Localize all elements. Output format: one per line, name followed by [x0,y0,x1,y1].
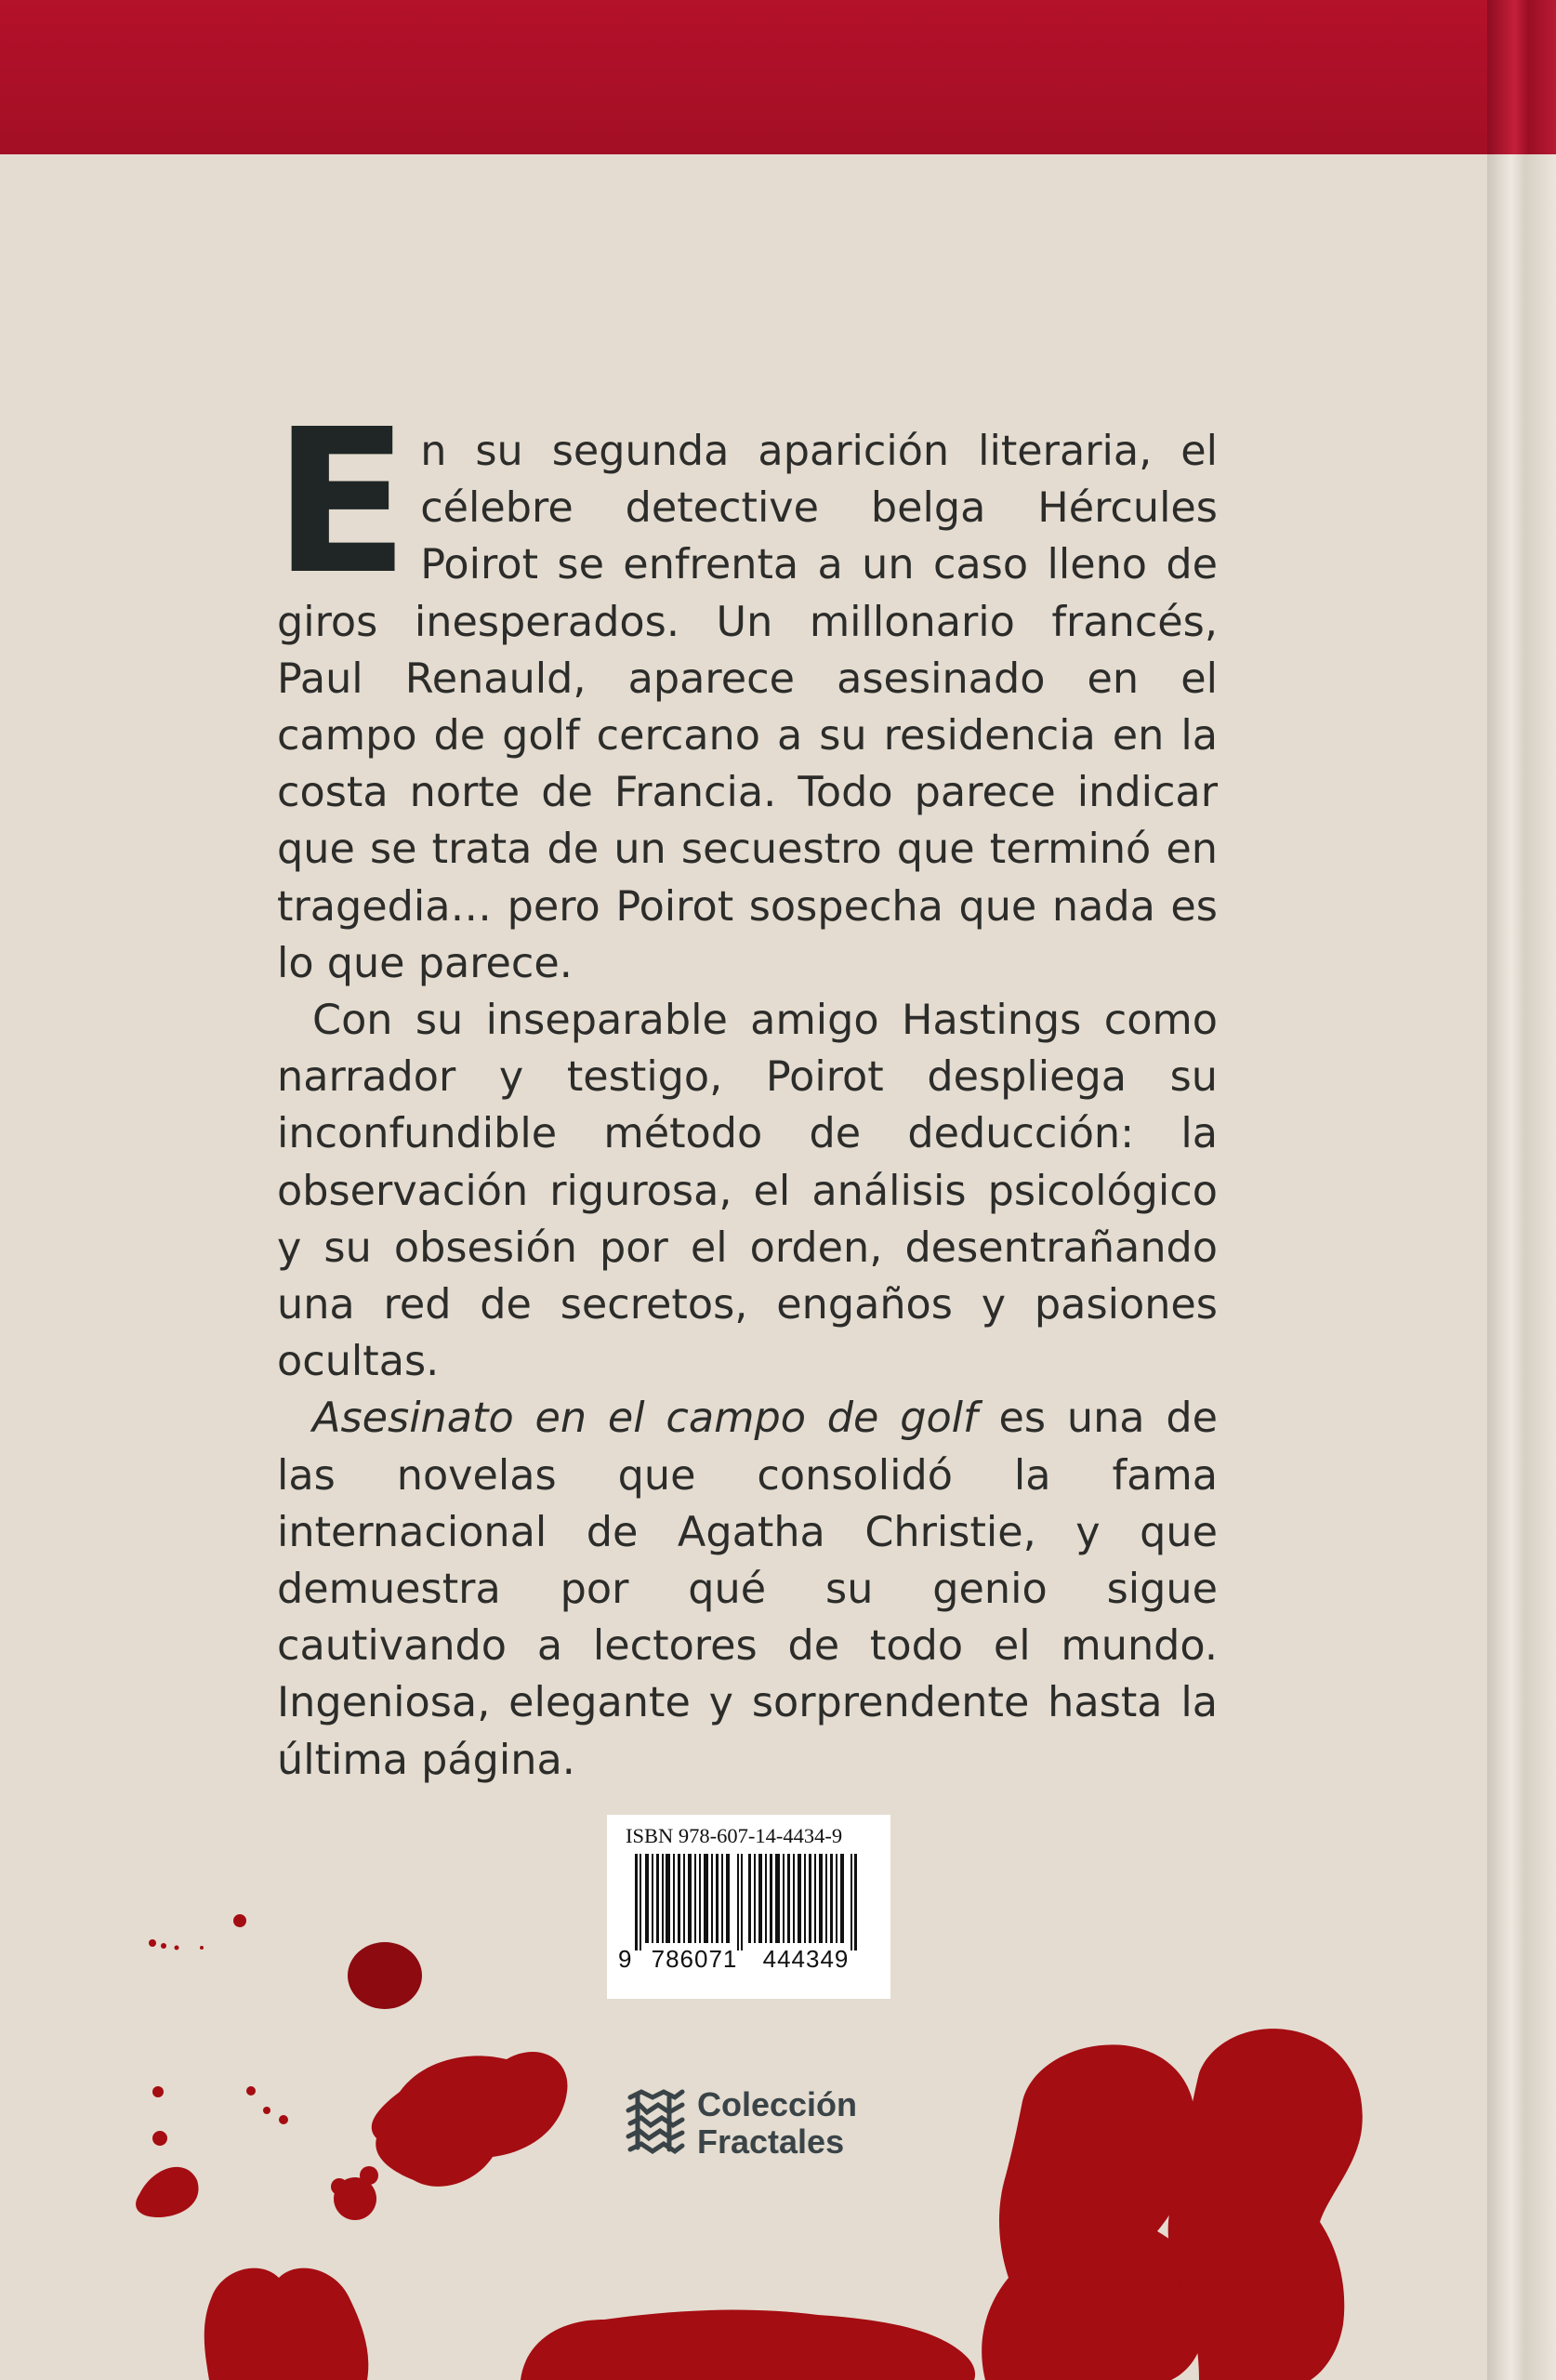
book-title-italic: Asesinato en el campo de golf [312,1395,978,1443]
blurb-paragraph-2: Con su inseparable amigo Hastings como narrador y testigo, Poirot despliega su inconfundible método de deducción: la observación rigurosa, el análisis psicológico y su obsesión por el orden, desentrañando una red de secretos, engaños y pasiones ocultas. [277,997,1218,1386]
fractal-icon [625,2088,688,2157]
blurb-paragraph-3-text: es una de las novelas que consolidó la fama internacional de Agatha Christie, y que demuestra por qué su genio sigue cautivando a lectores de todo el mundo. Ingeniosa, elegante y sorprendente hasta la última página. [277,1395,1218,1784]
drop-cap: E [273,387,410,618]
barcode-digits-left: 786071 [651,1945,738,1973]
isbn-barcode [607,1815,890,1999]
barcode-bars [635,1854,863,1950]
logo-line-2: Fractales [697,2122,845,2161]
blurb-paragraph-1-text: n su segunda aparición literaria, el célebre detective belga Hércules Poirot se enfrenta a un caso lleno de giros inesperados. Un millonario francés, Paul Renauld, aparece asesinado en el campo de golf cercano a su residencia en la costa norte de Francia. Todo parece indicar que se trata de un secuestro que terminó en tragedia… pero Poirot sospecha que nada es lo que parece. [277,428,1218,987]
logo-line-1: Colección [697,2085,858,2123]
barcode-digits-right: 444349 [762,1945,850,1973]
logo-wordmark [697,2086,857,2161]
isbn-label: ISBN 978-607-14-4434-9 [626,1824,843,1847]
coleccion-fractales-logo [625,2084,903,2168]
barcode-first-digit: 9 [618,1945,632,1973]
